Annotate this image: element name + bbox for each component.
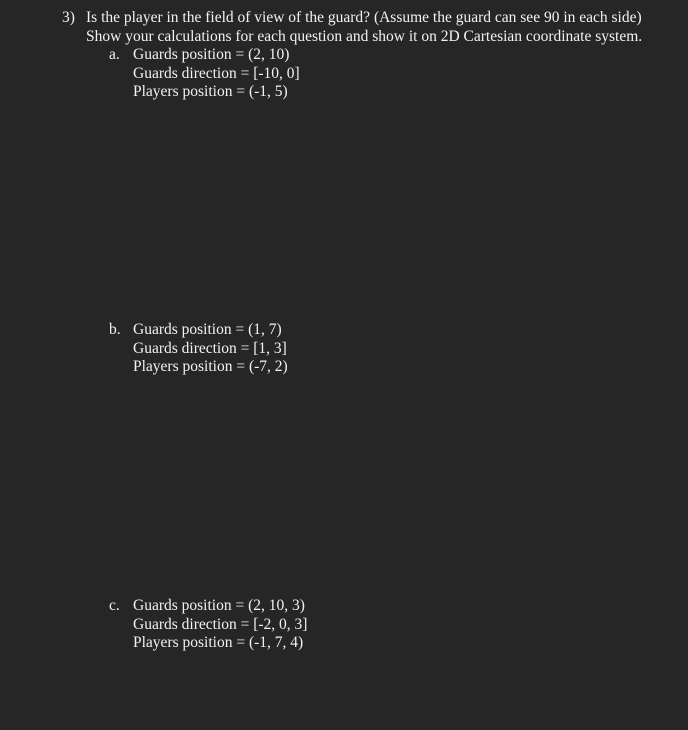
part-label: b. <box>109 321 121 338</box>
guard-position: Guards position = (1, 7) <box>133 321 282 338</box>
guard-position: Guards position = (2, 10, 3) <box>133 597 305 614</box>
player-position: Players position = (-1, 7, 4) <box>133 634 304 651</box>
player-position: Players position = (-7, 2) <box>133 358 288 375</box>
guard-direction: Guards direction = [1, 3] <box>133 340 287 357</box>
question-instructions: Show your calculations for each question and show it on 2D Cartesian coordinate system. <box>86 28 643 45</box>
part-label: a. <box>109 46 120 63</box>
question-number: 3) <box>62 9 75 26</box>
guard-direction: Guards direction = [-10, 0] <box>133 65 300 82</box>
guard-direction: Guards direction = [-2, 0, 3] <box>133 616 308 633</box>
part-label: c. <box>109 597 120 614</box>
guard-position: Guards position = (2, 10) <box>133 46 290 63</box>
player-position: Players position = (-1, 5) <box>133 83 288 100</box>
question-text: Is the player in the field of view of the guard? (Assume the guard can see 90 in each side) <box>86 9 642 26</box>
